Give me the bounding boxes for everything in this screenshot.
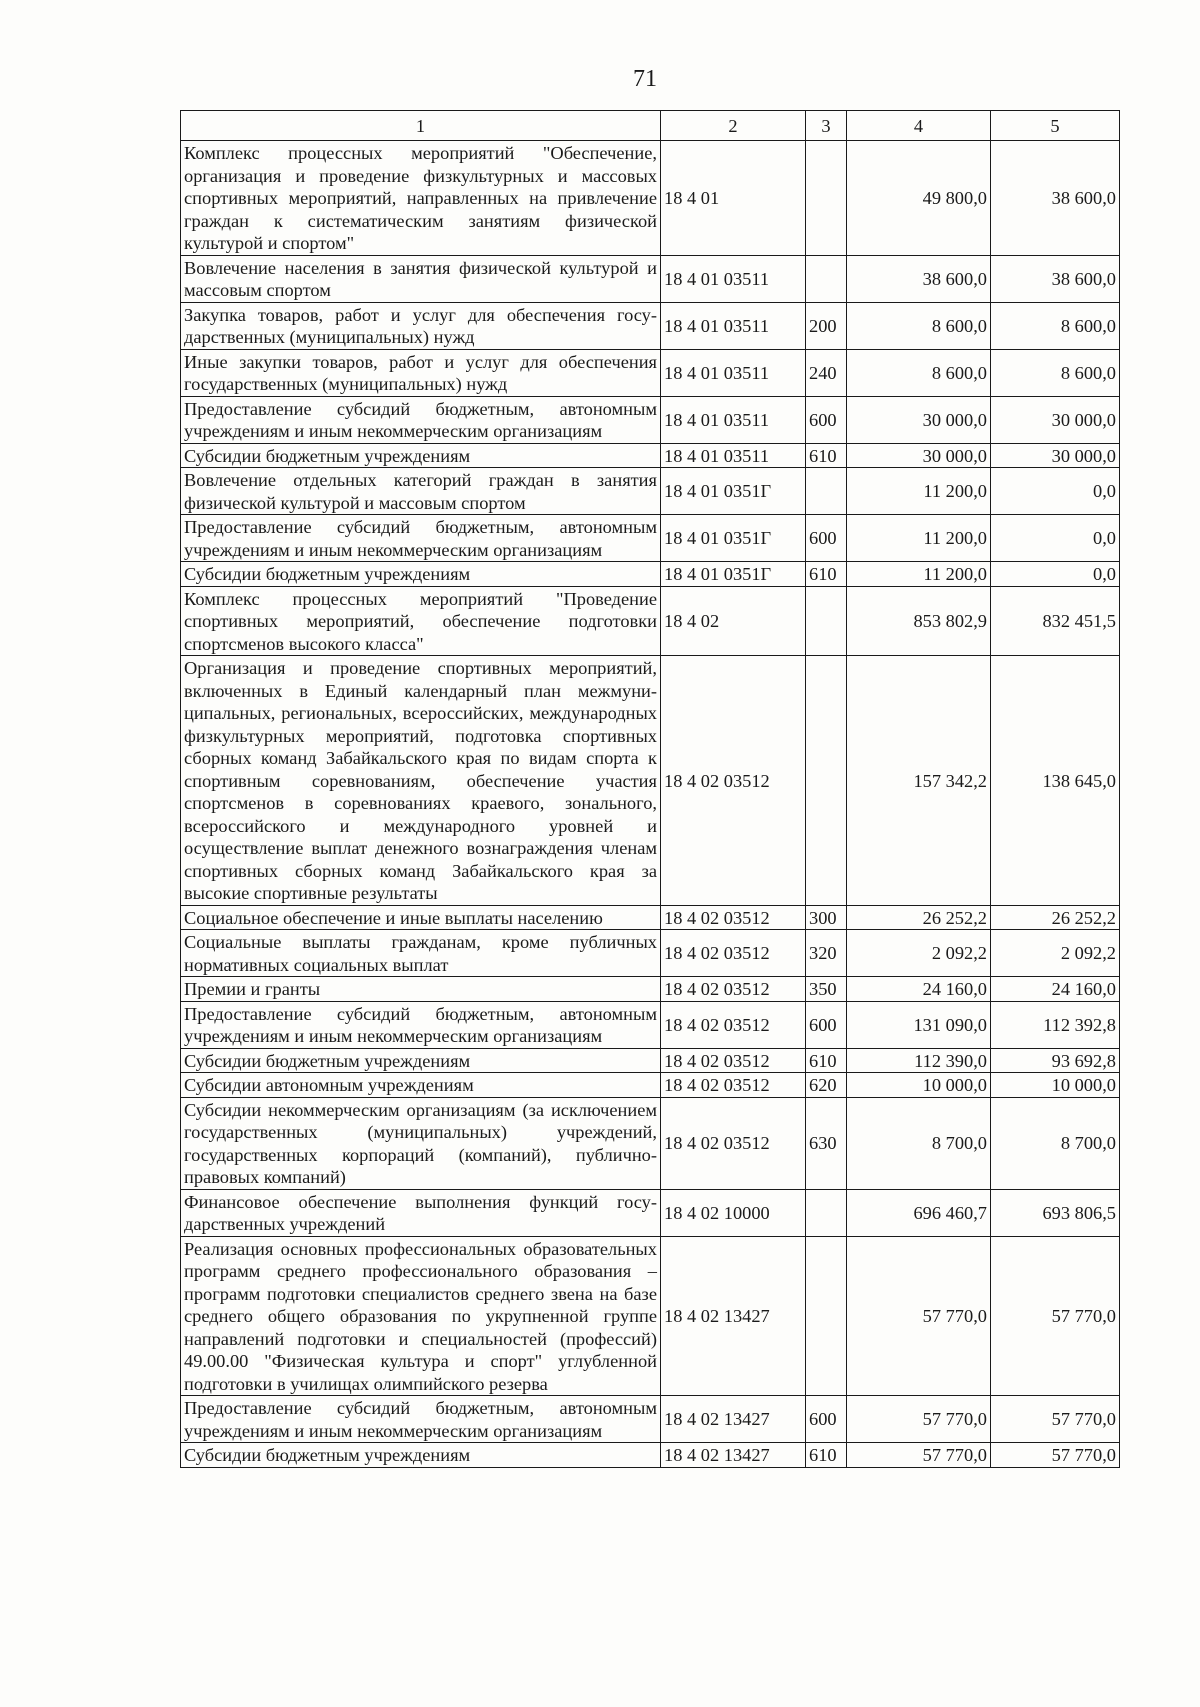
row-expense-type <box>806 141 847 256</box>
row-expense-type: 320 <box>806 930 847 977</box>
row-value-2023: 11 200,0 <box>847 562 991 587</box>
table-row <box>181 1189 1120 1236</box>
row-code: 18 4 02 13427 <box>661 1236 806 1396</box>
row-expense-type: 600 <box>806 515 847 562</box>
row-name: Предоставление субсидий бюджетным, автономным учреждениям и иным некоммерческим организациям <box>181 1396 661 1443</box>
row-expense-type: 600 <box>806 1001 847 1048</box>
row-name: Иные закупки товаров, работ и услуг для обеспечения государственных (муниципальных) нужд <box>181 349 661 396</box>
row-value-2024: 30 000,0 <box>991 396 1120 443</box>
row-code: 18 4 02 13427 <box>661 1396 806 1443</box>
row-value-2024: 138 645,0 <box>991 656 1120 906</box>
row-value-2024: 57 770,0 <box>991 1396 1120 1443</box>
column-header-2: 2 <box>661 111 806 141</box>
table-row <box>181 930 1120 977</box>
row-code: 18 4 02 03512 <box>661 656 806 906</box>
row-value-2024: 38 600,0 <box>991 255 1120 302</box>
row-value-2024: 38 600,0 <box>991 141 1120 256</box>
row-name: Вовлечение отдельных категорий граждан в занятия физической культурой и массовым спортом <box>181 468 661 515</box>
row-value-2023: 10 000,0 <box>847 1073 991 1098</box>
row-expense-type <box>806 586 847 656</box>
row-code: 18 4 02 03512 <box>661 977 806 1002</box>
row-value-2024: 8 600,0 <box>991 349 1120 396</box>
row-code: 18 4 01 03511 <box>661 349 806 396</box>
row-expense-type: 600 <box>806 1396 847 1443</box>
row-expense-type: 600 <box>806 396 847 443</box>
table-row <box>181 396 1120 443</box>
row-value-2023: 30 000,0 <box>847 443 991 468</box>
row-expense-type: 240 <box>806 349 847 396</box>
row-code: 18 4 01 03511 <box>661 396 806 443</box>
budget-table <box>180 110 1120 1468</box>
row-code: 18 4 01 0351Г <box>661 468 806 515</box>
row-value-2024: 10 000,0 <box>991 1073 1120 1098</box>
row-name: Комплекс процессных мероприятий "Проведение спортивных мероприятий, обеспечение подготовки спортсменов высокого класса" <box>181 586 661 656</box>
row-value-2023: 157 342,2 <box>847 656 991 906</box>
row-name: Субсидии автономным учреждениям <box>181 1073 661 1098</box>
column-header-3: 3 <box>806 111 847 141</box>
row-name: Премии и гранты <box>181 977 661 1002</box>
table-row <box>181 141 1120 256</box>
table-row <box>181 1236 1120 1396</box>
row-expense-type: 200 <box>806 302 847 349</box>
table-row <box>181 1396 1120 1443</box>
row-value-2024: 8 700,0 <box>991 1097 1120 1189</box>
row-value-2023: 2 092,2 <box>847 930 991 977</box>
column-header-1: 1 <box>181 111 661 141</box>
row-value-2024: 0,0 <box>991 468 1120 515</box>
row-value-2023: 11 200,0 <box>847 515 991 562</box>
row-code: 18 4 01 0351Г <box>661 515 806 562</box>
row-value-2023: 112 390,0 <box>847 1048 991 1073</box>
row-value-2024: 0,0 <box>991 562 1120 587</box>
table-row <box>181 905 1120 930</box>
row-expense-type <box>806 255 847 302</box>
table-row <box>181 1001 1120 1048</box>
row-value-2023: 8 600,0 <box>847 302 991 349</box>
row-value-2024: 57 770,0 <box>991 1443 1120 1468</box>
row-value-2023: 38 600,0 <box>847 255 991 302</box>
row-expense-type <box>806 1236 847 1396</box>
row-name: Организация и проведение спортивных мероприятий, включенных в Единый календарный план межмуниципальных, региональных, всероссийских, международных физкультурных мероприятий, подготовка спортивных сборных команд Забайкальского края по видам спорта к спортивным соревнованиям, обеспечение участия спортсменов в соревнованиях краевого, зонального, всероссийского и международного уровней и осуществление выплат денежного вознаграждения членам спортивных сборных команд Забайкальского края за высокие спортивные результаты <box>181 656 661 906</box>
row-code: 18 4 01 03511 <box>661 302 806 349</box>
row-expense-type: 610 <box>806 1443 847 1468</box>
row-value-2024: 26 252,2 <box>991 905 1120 930</box>
row-value-2023: 26 252,2 <box>847 905 991 930</box>
row-code: 18 4 01 03511 <box>661 443 806 468</box>
row-expense-type <box>806 1189 847 1236</box>
row-expense-type: 610 <box>806 443 847 468</box>
table-row <box>181 586 1120 656</box>
row-code: 18 4 02 03512 <box>661 1001 806 1048</box>
row-name: Субсидии бюджетным учреждениям <box>181 562 661 587</box>
column-header-5: 5 <box>991 111 1120 141</box>
table-row <box>181 977 1120 1002</box>
row-code: 18 4 02 03512 <box>661 1048 806 1073</box>
table-row <box>181 1073 1120 1098</box>
row-value-2023: 853 802,9 <box>847 586 991 656</box>
row-name: Социальное обеспечение и иные выплаты населению <box>181 905 661 930</box>
row-value-2024: 24 160,0 <box>991 977 1120 1002</box>
row-code: 18 4 01 <box>661 141 806 256</box>
row-name: Реализация основных профессиональных образовательных программ среднего профессионального образования – программ подготовки специалистов среднего звена на базе среднего общего образования по укрупненной группе направлений подготовки и специальностей (профессий) 49.00.00 "Физическая культура и спорт" углубленной подготовки в училищах олимпийского резерва <box>181 1236 661 1396</box>
row-name: Финансовое обеспечение выполнения функций государственных учреждений <box>181 1189 661 1236</box>
row-value-2024: 93 692,8 <box>991 1048 1120 1073</box>
row-code: 18 4 02 03512 <box>661 905 806 930</box>
row-value-2024: 30 000,0 <box>991 443 1120 468</box>
row-name: Закупка товаров, работ и услуг для обеспечения государственных (муниципальных) нужд <box>181 302 661 349</box>
row-value-2023: 8 600,0 <box>847 349 991 396</box>
row-name: Субсидии некоммерческим организациям (за исключением государственных (муниципальных) учреждений, государственных корпораций (компаний), публично-правовых компаний) <box>181 1097 661 1189</box>
row-code: 18 4 02 13427 <box>661 1443 806 1468</box>
row-value-2024: 0,0 <box>991 515 1120 562</box>
row-expense-type <box>806 468 847 515</box>
row-expense-type: 620 <box>806 1073 847 1098</box>
row-value-2023: 30 000,0 <box>847 396 991 443</box>
table-row <box>181 255 1120 302</box>
column-header-4: 4 <box>847 111 991 141</box>
row-name: Социальные выплаты гражданам, кроме публичных нормативных социальных выплат <box>181 930 661 977</box>
table-row <box>181 1097 1120 1189</box>
row-value-2023: 11 200,0 <box>847 468 991 515</box>
row-code: 18 4 01 03511 <box>661 255 806 302</box>
table-row <box>181 302 1120 349</box>
row-name: Комплекс процессных мероприятий "Обеспечение, организация и проведение физкультурных и массовых спортивных мероприятий, направленных на привлечение граждан к систематическим занятиям физической культурой и спортом" <box>181 141 661 256</box>
row-value-2023: 49 800,0 <box>847 141 991 256</box>
row-name: Предоставление субсидий бюджетным, автономным учреждениям и иным некоммерческим организациям <box>181 396 661 443</box>
row-code: 18 4 02 <box>661 586 806 656</box>
table-row <box>181 656 1120 906</box>
row-value-2023: 57 770,0 <box>847 1443 991 1468</box>
row-value-2023: 57 770,0 <box>847 1236 991 1396</box>
row-expense-type: 300 <box>806 905 847 930</box>
row-value-2024: 112 392,8 <box>991 1001 1120 1048</box>
table-row <box>181 1048 1120 1073</box>
row-name: Предоставление субсидий бюджетным, автономным учреждениям и иным некоммерческим организациям <box>181 515 661 562</box>
row-value-2024: 2 092,2 <box>991 930 1120 977</box>
row-expense-type: 610 <box>806 1048 847 1073</box>
row-value-2023: 57 770,0 <box>847 1396 991 1443</box>
table-row <box>181 443 1120 468</box>
page-number: 71 <box>633 66 657 92</box>
row-name: Субсидии бюджетным учреждениям <box>181 443 661 468</box>
table-row <box>181 349 1120 396</box>
table-row <box>181 1443 1120 1468</box>
row-name: Субсидии бюджетным учреждениям <box>181 1443 661 1468</box>
row-value-2023: 696 460,7 <box>847 1189 991 1236</box>
table-row <box>181 562 1120 587</box>
row-expense-type: 630 <box>806 1097 847 1189</box>
row-code: 18 4 02 03512 <box>661 1073 806 1098</box>
row-code: 18 4 02 03512 <box>661 930 806 977</box>
table-row <box>181 515 1120 562</box>
row-name: Предоставление субсидий бюджетным, автономным учреждениям и иным некоммерческим организациям <box>181 1001 661 1048</box>
row-value-2023: 131 090,0 <box>847 1001 991 1048</box>
table-body <box>181 141 1120 1468</box>
row-expense-type: 610 <box>806 562 847 587</box>
table-row <box>181 468 1120 515</box>
row-code: 18 4 01 0351Г <box>661 562 806 587</box>
row-expense-type: 350 <box>806 977 847 1002</box>
row-expense-type <box>806 656 847 906</box>
row-value-2024: 57 770,0 <box>991 1236 1120 1396</box>
row-value-2024: 832 451,5 <box>991 586 1120 656</box>
header-row <box>181 111 1120 141</box>
row-code: 18 4 02 03512 <box>661 1097 806 1189</box>
row-value-2023: 8 700,0 <box>847 1097 991 1189</box>
row-value-2024: 693 806,5 <box>991 1189 1120 1236</box>
row-name: Субсидии бюджетным учреждениям <box>181 1048 661 1073</box>
row-name: Вовлечение населения в занятия физической культурой и массовым спортом <box>181 255 661 302</box>
row-code: 18 4 02 10000 <box>661 1189 806 1236</box>
row-value-2024: 8 600,0 <box>991 302 1120 349</box>
row-value-2023: 24 160,0 <box>847 977 991 1002</box>
